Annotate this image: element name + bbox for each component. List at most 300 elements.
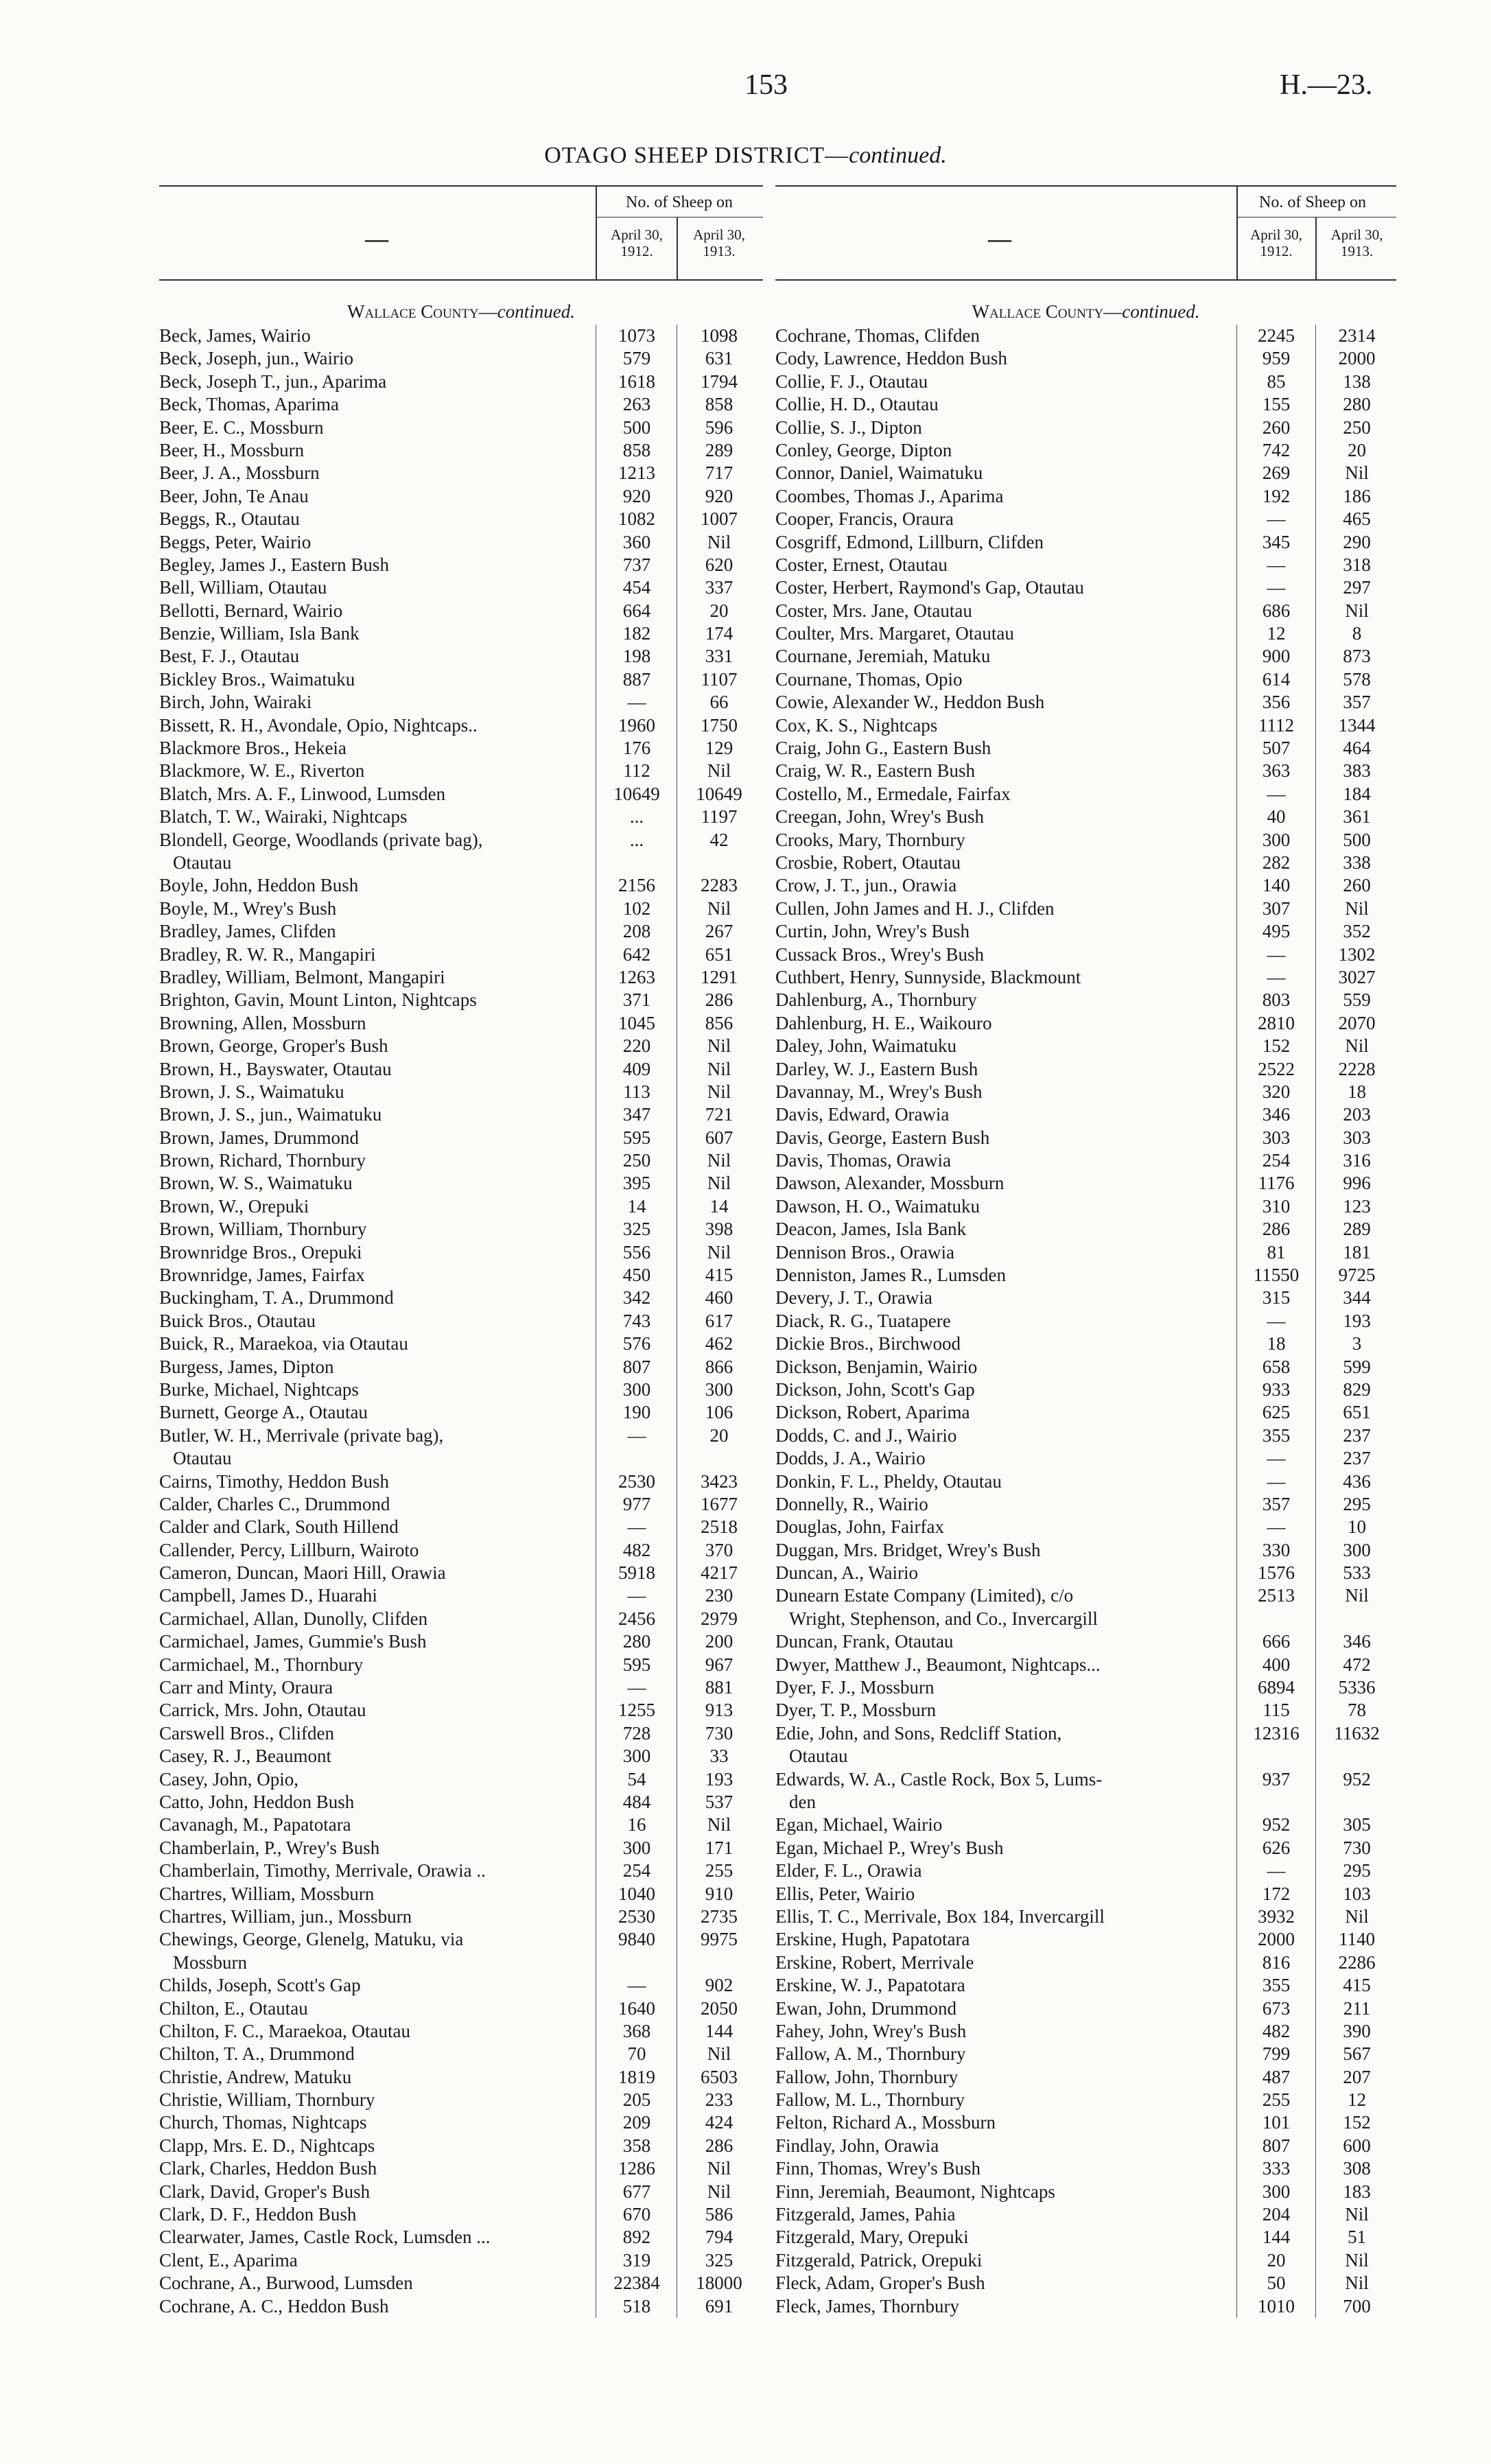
sheep-1913: 10: [1348, 1516, 1366, 1538]
row-name: Elder, F. L., Orawia: [775, 1860, 922, 1881]
sheep-1913: 300: [705, 1378, 733, 1400]
sheep-1913: 620: [705, 554, 733, 575]
table-row: [159, 1928, 763, 1951]
table-row: [159, 1195, 763, 1218]
sheep-1912: 892: [622, 2227, 651, 2248]
sheep-1913: 856: [705, 1012, 733, 1033]
row-name: Burgess, James, Dipton: [159, 1356, 334, 1377]
table-row: [159, 531, 763, 554]
sheep-1912: 255: [1262, 2089, 1291, 2111]
sheep-1912: 2810: [1258, 1012, 1295, 1033]
row-name: Buick, R., Maraekoa, via Otautau: [159, 1333, 408, 1354]
row-name: Darley, W. J., Eastern Bush: [775, 1058, 978, 1079]
table-row: [159, 325, 763, 347]
table-row: [159, 1630, 763, 1653]
table-row: [775, 645, 1396, 668]
sheep-1913: 230: [705, 1585, 733, 1606]
sheep-1913: 1291: [701, 966, 738, 987]
row-name: Dickson, Benjamin, Wairio: [775, 1356, 978, 1377]
table-row: [159, 714, 763, 737]
table-row: [159, 622, 763, 645]
row-name: Erskine, Robert, Merrivale: [775, 1951, 974, 1973]
sheep-1912: 1010: [1258, 2295, 1295, 2316]
table-row: [775, 576, 1396, 599]
section-heading: Wallace County—continued.: [972, 301, 1200, 322]
row-name: Blackmore, W. E., Riverton: [159, 760, 365, 782]
row-name: Duncan, Frank, Otautau: [775, 1631, 954, 1652]
sheep-1913: 1197: [701, 806, 738, 828]
sheep-1912: 1819: [618, 2066, 655, 2087]
sheep-1912: 807: [1262, 2135, 1291, 2156]
sheep-1912: 2456: [618, 1608, 655, 1629]
table-row: [159, 576, 763, 599]
row-name: Bradley, William, Belmont, Mangapiri: [159, 966, 445, 987]
row-name: Brown, W. S., Waimatuku: [159, 1173, 353, 1194]
table-row: [159, 852, 763, 874]
row-name: Calder and Clark, South Hillend: [159, 1516, 399, 1538]
sheep-1913: Nil: [1345, 462, 1369, 484]
table-row: [159, 1172, 763, 1195]
row-name: Brownridge Bros., Orepuki: [159, 1241, 362, 1263]
row-name: Bell, William, Otautau: [159, 577, 327, 598]
table-row: [159, 1058, 763, 1081]
sheep-1913: 586: [705, 2204, 733, 2225]
table-row: [775, 1905, 1396, 1928]
table-row: [775, 2203, 1396, 2226]
row-name: Casey, R. J., Beaumont: [159, 1746, 331, 1767]
row-name: Dunearn Estate Company (Limited), c/o: [775, 1585, 1074, 1606]
row-name: Deacon, James, Isla Bank: [775, 1219, 967, 1240]
sheep-1912: 1255: [618, 1700, 655, 1721]
sheep-1913: 325: [705, 2249, 733, 2271]
table-row: [159, 1493, 763, 1516]
table-row: [775, 1333, 1396, 1355]
table-row: [775, 485, 1396, 508]
sheep-1912: 269: [1262, 462, 1291, 484]
table-row: [775, 1493, 1396, 1516]
sheep-1912: 280: [622, 1631, 651, 1652]
table-row: [775, 462, 1396, 484]
sheep-1912: 673: [1262, 1997, 1291, 2019]
sheep-1913: 346: [1343, 1631, 1371, 1652]
sheep-1912: 2245: [1258, 325, 1295, 346]
sheep-1912: 112: [623, 760, 650, 782]
table-row: [775, 943, 1396, 966]
sheep-1913: Nil: [707, 1035, 731, 1057]
header-year-1912: April 30, 1912.: [611, 226, 663, 259]
row-name: Dahlenburg, H. E., Waikouro: [775, 1012, 992, 1033]
row-name: Brown, W., Orepuki: [159, 1195, 309, 1217]
table-row: [159, 2203, 763, 2226]
row-name: Clark, David, Groper's Bush: [159, 2181, 371, 2202]
sheep-1913: 2070: [1338, 1012, 1376, 1033]
table-row: [159, 1883, 763, 1905]
row-name: Church, Thomas, Nightcaps: [159, 2112, 367, 2133]
row-name: Brown, J. S., Waimatuku: [159, 1081, 344, 1102]
table-row: [775, 2043, 1396, 2065]
sheep-1912: 2530: [618, 1470, 655, 1492]
sheep-1912: —: [627, 1975, 646, 1996]
table-row: [775, 1127, 1396, 1149]
row-name: Butler, W. H., Merrivale (private bag),: [159, 1424, 444, 1446]
sheep-1913: 600: [1343, 2135, 1371, 2156]
sheep-1913: Nil: [1345, 2204, 1369, 2225]
row-name: Dodds, C. and J., Wairio: [775, 1424, 957, 1446]
row-name: Connor, Daniel, Waimatuku: [775, 462, 983, 484]
table-row: [775, 347, 1396, 370]
sheep-1912: 977: [622, 1493, 651, 1514]
table-row: [159, 1470, 763, 1493]
row-name: Dyer, T. P., Mossburn: [775, 1700, 937, 1721]
row-name: Crow, J. T., jun., Orawia: [775, 875, 957, 896]
table-row: [159, 1218, 763, 1241]
table-row: [775, 1378, 1396, 1401]
row-name: Benzie, William, Isla Bank: [159, 623, 360, 644]
table-row: [159, 1287, 763, 1309]
table-row: [775, 1424, 1396, 1447]
table-row: [775, 1264, 1396, 1287]
row-name: Bissett, R. H., Avondale, Opio, Nightcaps..: [159, 714, 478, 736]
table-row: [775, 1172, 1396, 1195]
row-name: Burnett, George A., Otautau: [159, 1402, 368, 1423]
row-name: Devery, J. T., Orawia: [775, 1287, 932, 1309]
table-row: [775, 531, 1396, 554]
row-name: Finn, Jeremiah, Beaumont, Nightcaps: [775, 2181, 1055, 2202]
table-row: [775, 852, 1396, 874]
table-row: [775, 1035, 1396, 1057]
table-row: [159, 1722, 763, 1745]
sheep-1912: 11550: [1253, 1265, 1300, 1286]
sheep-1912: 1073: [618, 325, 655, 346]
sheep-1912: —: [627, 692, 646, 713]
table-row: [159, 1149, 763, 1172]
sheep-1913: 2000: [1338, 348, 1376, 369]
sheep-1913: 4217: [701, 1562, 738, 1584]
row-name: Erskine, W. J., Papatotara: [775, 1975, 965, 1996]
row-name: Otautau: [789, 1746, 848, 1767]
header-year-1913: April 30, 1913.: [693, 226, 745, 259]
table-row: [775, 1539, 1396, 1562]
sheep-1913: 2228: [1338, 1058, 1376, 1079]
table-row: [775, 1630, 1396, 1653]
table-row: [775, 1951, 1396, 1974]
sheep-1913: 308: [1343, 2158, 1371, 2179]
sheep-1913: 462: [705, 1333, 733, 1354]
title-continued: continued.: [849, 143, 947, 168]
table-row: [159, 2089, 763, 2111]
row-name: Donkin, F. L., Pheldy, Otautau: [775, 1470, 1002, 1492]
sheep-1913: 967: [705, 1654, 733, 1675]
sheep-1912: 140: [1262, 875, 1291, 896]
row-name: Cuthbert, Henry, Sunnyside, Blackmount: [775, 966, 1081, 987]
sheep-1913: 500: [1343, 829, 1371, 850]
sheep-1913: 559: [1343, 989, 1371, 1011]
row-name: Dodds, J. A., Wairio: [775, 1448, 926, 1469]
table-row: [775, 1837, 1396, 1859]
table-row: [775, 1768, 1396, 1791]
table-row: [775, 1608, 1396, 1630]
table-row: [775, 1516, 1396, 1538]
row-name: Davannay, M., Wrey's Bush: [775, 1081, 983, 1102]
sheep-1912: 686: [1262, 600, 1291, 621]
table-row: [775, 1287, 1396, 1309]
row-name: Brown, H., Bayswater, Otautau: [159, 1058, 392, 1079]
table-row: [159, 737, 763, 760]
sheep-1912: 937: [1262, 1768, 1291, 1790]
sheep-1912: 300: [1262, 829, 1291, 850]
sheep-1913: 902: [705, 1975, 733, 1996]
table-row: [159, 2226, 763, 2249]
sheep-1913: 5336: [1338, 1677, 1376, 1698]
table-row: [159, 760, 763, 782]
sheep-1912: 677: [622, 2181, 651, 2202]
sheep-1913: 599: [1343, 1356, 1371, 1377]
table-row: [159, 2157, 763, 2180]
row-name: Browning, Allen, Mossburn: [159, 1012, 366, 1033]
row-name: Davis, Edward, Orawia: [775, 1104, 950, 1125]
sheep-1912: 507: [1262, 738, 1291, 759]
sheep-1912: 450: [622, 1265, 651, 1286]
table-row: [159, 1103, 763, 1126]
sheep-1913: 8: [1352, 623, 1362, 644]
header-divider: [1236, 187, 1238, 279]
sheep-1913: 920: [705, 485, 733, 506]
sheep-1912: 737: [622, 554, 651, 575]
sheep-1912: 310: [1262, 1195, 1291, 1217]
sheep-1912: 959: [1262, 348, 1291, 369]
sheep-1913: 913: [705, 1700, 733, 1721]
sheep-1913: 1750: [701, 714, 738, 736]
sheep-1912: 803: [1262, 989, 1291, 1011]
row-name: Fleck, Adam, Groper's Bush: [775, 2273, 985, 2294]
sheep-1913: 537: [705, 1792, 733, 1812]
sheep-1913: 255: [705, 1860, 733, 1881]
sheep-1913: 370: [705, 1539, 733, 1560]
row-name: Beer, John, Te Anau: [159, 485, 309, 506]
sheep-1912: 556: [622, 1241, 651, 1263]
table-row: [159, 668, 763, 691]
sheep-1913: 3: [1352, 1333, 1362, 1354]
row-name: Chamberlain, Timothy, Merrivale, Orawia ..: [159, 1860, 486, 1881]
sheep-1912: 14: [627, 1195, 646, 1217]
table-row: [775, 1241, 1396, 1264]
table-row: [159, 2249, 763, 2272]
row-name: Diack, R. G., Tuatapere: [775, 1310, 951, 1331]
header-rule: [596, 217, 763, 218]
sheep-1913: 295: [1343, 1493, 1371, 1514]
sheep-1912: 182: [622, 623, 651, 644]
sheep-1912: 1286: [618, 2158, 655, 2179]
sheep-1913: 174: [705, 623, 733, 644]
table-row: [775, 1745, 1396, 1768]
row-name: Egan, Michael P., Wrey's Bush: [775, 1837, 1004, 1858]
sheep-1913: 20: [709, 1424, 729, 1446]
sheep-1913: 152: [1343, 2112, 1371, 2133]
table-row: [775, 1401, 1396, 1424]
sheep-1912: 347: [622, 1104, 651, 1125]
table-row: [775, 829, 1396, 852]
row-name: Fleck, James, Thornbury: [775, 2295, 959, 2316]
table-row: [159, 645, 763, 668]
sheep-1912: 345: [1262, 531, 1291, 552]
row-name: Chamberlain, P., Wrey's Bush: [159, 1837, 380, 1858]
row-name: Carrick, Mrs. John, Otautau: [159, 1700, 366, 1721]
row-name: Coulter, Mrs. Margaret, Otautau: [775, 623, 1014, 644]
table-row: [775, 989, 1396, 1011]
sheep-1913: 237: [1343, 1448, 1371, 1469]
table-row: [775, 1470, 1396, 1493]
sheep-1913: 578: [1343, 668, 1371, 690]
row-name: Mossburn: [173, 1951, 248, 1973]
sheep-1913: Nil: [707, 1150, 731, 1171]
sheep-1912: 658: [1262, 1356, 1291, 1377]
sheep-1913: 1302: [1338, 943, 1376, 965]
sheep-1912: 887: [622, 668, 651, 690]
table-row: [775, 1562, 1396, 1584]
sheep-1912: —: [627, 1516, 646, 1538]
row-name: Clark, D. F., Heddon Bush: [159, 2204, 357, 2225]
row-name: Carmichael, M., Thornbury: [159, 1654, 364, 1675]
row-name: Dyer, F. J., Mossburn: [775, 1677, 935, 1698]
row-name: Dahlenburg, A., Thornbury: [775, 989, 977, 1011]
sheep-1912: 319: [622, 2249, 651, 2271]
sheep-1913: 2979: [701, 1608, 738, 1629]
sheep-1912: 666: [1262, 1631, 1291, 1652]
sheep-1913: 183: [1343, 2181, 1371, 2202]
sheep-1913: 305: [1343, 1814, 1371, 1835]
sheep-1912: —: [627, 1424, 646, 1446]
sheep-1913: 2735: [701, 1905, 738, 1927]
row-name: Fallow, John, Thornbury: [775, 2066, 959, 2087]
sheep-1913: 290: [1343, 531, 1371, 552]
table-row: [159, 1516, 763, 1538]
row-name: Dawson, H. O., Waimatuku: [775, 1195, 981, 1217]
sheep-1912: 1040: [618, 1883, 655, 1904]
sheep-1912: 518: [622, 2295, 651, 2316]
sheep-1912: —: [1267, 1516, 1286, 1538]
table-row: [159, 829, 763, 852]
sheep-1913: 460: [705, 1287, 733, 1309]
header-year-1912: April 30, 1912.: [1250, 226, 1302, 259]
sheep-1913: Nil: [707, 1173, 731, 1194]
sheep-1913: 6503: [701, 2066, 738, 2087]
sheep-1912: 190: [622, 1402, 651, 1423]
row-name: Egan, Michael, Wairio: [775, 1814, 943, 1835]
sheep-1912: 1082: [618, 508, 655, 530]
sheep-1912: 371: [622, 989, 651, 1011]
table-row: [159, 2043, 763, 2065]
row-name: Conley, George, Dipton: [775, 439, 952, 460]
sheep-1913: 873: [1343, 646, 1371, 667]
sheep-1913: Nil: [1345, 1035, 1369, 1057]
row-name: Clent, E., Aparima: [159, 2249, 298, 2271]
sheep-1912: 579: [622, 348, 651, 369]
sheep-1912: 300: [1262, 2181, 1291, 2202]
sheep-1913: 1098: [701, 325, 738, 346]
sheep-1913: 794: [705, 2227, 733, 2248]
table-row: [159, 2111, 763, 2134]
sheep-1912: 152: [1262, 1035, 1291, 1057]
sheep-1913: 280: [1343, 394, 1371, 415]
sheep-1912: 807: [622, 1356, 651, 1377]
table-row: [775, 1584, 1396, 1607]
sheep-1912: 1640: [618, 1997, 655, 2019]
row-name: Brown, J. S., jun., Waimatuku: [159, 1104, 382, 1125]
page-number: 153: [744, 69, 788, 101]
sheep-1913: Nil: [1345, 1905, 1369, 1927]
sheep-1912: —: [1267, 1448, 1286, 1469]
row-name: Cussack Bros., Wrey's Bush: [775, 943, 985, 965]
table-row: [775, 439, 1396, 462]
sheep-1912: 816: [1262, 1951, 1291, 1973]
table-row: [159, 874, 763, 897]
row-name: Ewan, John, Drummond: [775, 1997, 956, 2019]
table-row: [775, 1654, 1396, 1676]
row-name: Brown, William, Thornbury: [159, 1219, 367, 1240]
table-row: [775, 325, 1396, 347]
row-name: Fitzgerald, Patrick, Orepuki: [775, 2249, 983, 2271]
sheep-1912: 346: [1262, 1104, 1291, 1125]
table-row: [775, 2181, 1396, 2203]
sheep-1912: 743: [622, 1310, 651, 1331]
table-row: [775, 371, 1396, 393]
sheep-1912: 204: [1262, 2204, 1291, 2225]
sheep-1913: 289: [705, 439, 733, 460]
row-name: Beer, E. C., Mossburn: [159, 416, 324, 438]
row-name: Chartres, William, Mossburn: [159, 1883, 375, 1904]
sheep-1913: Nil: [707, 2158, 731, 2179]
table-row: [159, 943, 763, 966]
row-name: Douglas, John, Fairfax: [775, 1516, 944, 1538]
table-row: [775, 1722, 1396, 1745]
sheep-1912: —: [1267, 577, 1286, 598]
sheep-1913: 2283: [701, 875, 738, 896]
row-name: Fitzgerald, James, Pahia: [775, 2204, 956, 2225]
row-name: Wright, Stephenson, and Co., Invercargill: [789, 1608, 1098, 1629]
sheep-1913: 651: [1343, 1402, 1371, 1423]
table-row: [775, 1012, 1396, 1035]
header-no-of-sheep: No. of Sheep on: [626, 193, 733, 211]
sheep-1912: 495: [1262, 921, 1291, 942]
sheep-1913: Nil: [707, 1058, 731, 1079]
header-year-1913: April 30, 1913.: [1330, 226, 1383, 259]
sheep-1912: 482: [622, 1539, 651, 1560]
table-row: [775, 2226, 1396, 2249]
table-row: [159, 920, 763, 943]
row-name: Blatch, Mrs. A. F., Linwood, Lumsden: [159, 783, 446, 804]
row-name: Felton, Richard A., Mossburn: [775, 2112, 996, 2133]
sheep-1913: 390: [1343, 2020, 1371, 2041]
table-row: [159, 1791, 763, 1814]
table-row: [775, 2066, 1396, 2089]
sheep-1913: Nil: [707, 2043, 731, 2065]
sheep-1912: 952: [1262, 1814, 1291, 1835]
table-row: [775, 1310, 1396, 1333]
sheep-1912: 614: [1262, 668, 1291, 690]
table-row: [775, 874, 1396, 897]
sheep-1912: 357: [1262, 1493, 1291, 1514]
sheep-1913: 193: [705, 1768, 733, 1790]
row-name: Cowie, Alexander W., Heddon Bush: [775, 692, 1045, 713]
table-row: [775, 760, 1396, 782]
row-name: Carmichael, James, Gummie's Bush: [159, 1631, 427, 1652]
sheep-1913: Nil: [707, 760, 731, 782]
header-no-of-sheep: No. of Sheep on: [1259, 193, 1366, 211]
table-row: [159, 554, 763, 576]
row-name: Fahey, John, Wrey's Bush: [775, 2020, 967, 2041]
table-row: [159, 1333, 763, 1355]
sheep-1912: 286: [1262, 1219, 1291, 1240]
